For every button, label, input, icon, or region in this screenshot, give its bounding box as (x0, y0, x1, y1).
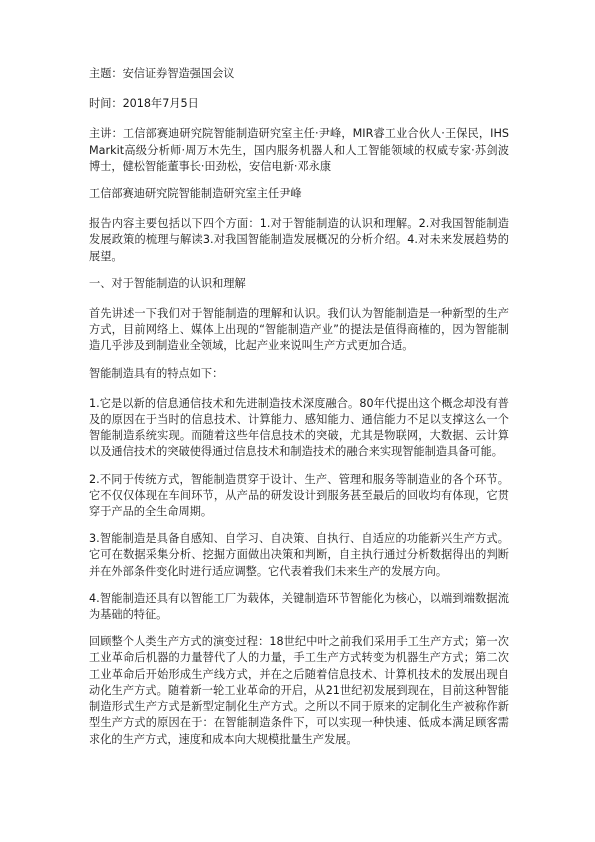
feature-3: 3.智能制造是具备自感知、自学习、自决策、自执行、自适应的功能新兴生产方式。它可在数据采集分析、挖掘方面做出决策和判断，自主执行通过分析数据得出的判断并在外部条件变化时进行适应调整。它代表着我们未来生产的发展方向。 (89, 532, 509, 578)
feature-1: 1.它是以新的信息通信技术和先进制造技术深度融合。80年代提出这个概念却没有普及的原因在于当时的信息技术、计算能力、感知能力、通信能力不足以支撑这么一个智能制造系统实现。而随着这些年信息技术的突破，尤其是物联网，大数据、云计算以及通信技术的突破使得通过信息技术和制造技术的融合来实现智能制造具备可能。 (89, 396, 509, 459)
feature-4: 4.智能制造还具有以智能工厂为载体，关键制造环节智能化为核心，以端到端数据流为基础的特征。 (89, 591, 509, 622)
feature-2: 2.不同于传统方式，智能制造贯穿于设计、生产、管理和服务等制造业的各个环节。它不仅仅体现在车间环节，从产品的研发设计到服务甚至最后的回收均有体现，它贯穿于产品的全生命周期。 (89, 472, 509, 519)
meeting-time: 时间：2018年7月5日 (89, 97, 199, 111)
speaker-title: 工信部赛迪研究院智能制造研究室主任尹峰 (89, 187, 302, 201)
meeting-topic: 主题：安信证券智造强国会议 (89, 67, 235, 80)
speakers-list: 主讲：工信部赛迪研究院智能制造研究室主任·尹峰，MIR睿工业合伙人·王保民，IHSMarkit高级分析师·周万木先生，国内服务机器人和人工智能领域的权威专家·苏剑波博士，健松智能董事长·田劲松，安信电新·邓永康 (89, 127, 509, 173)
report-intro: 报告内容主要包括以下四个方面：1.对于智能制造的认识和理解。2.对我国智能制造发展政策的梳理与解读3.对我国智能制造发展概况的分析介绍。4.对未来发展趋势的展望。 (89, 217, 509, 263)
section-heading: 一、对于智能制造的认识和理解 (89, 276, 246, 290)
paragraph-understanding: 首先讲述一下我们对于智能制造的理解和认识。我们认为智能制造是一种新型的生产方式，目前网络上、媒体上出现的“智能制造产业”的提法是值得商榷的，因为智能制造几乎涉及到制造业全领域，比起产业来说叫生产方式更加合适。 (89, 307, 509, 353)
paragraph-review: 回顾整个人类生产方式的演变过程：18世纪中叶之前我们采用手工生产方式；第一次工业革命后机器的力量替代了人的力量，手工生产方式转变为机器生产方式；第二次工业革命后开始形成生产线方式，并在之后随着信息技术、计算机技术的发展出现自动化生产方式。随着新一轮工业革命的开启，从21世纪初发展到现在，目前这种智能制造形式生产方式是新型定制化生产方式。之所以不同于原来的定制化生产被称作新型生产方式的原因在于：在智能制造条件下，可以实现一种快速、低成本满足顾客需求化的生产方式，速度和成本向大规模批量生产发展。 (89, 635, 509, 746)
features-intro: 智能制造具有的特点如下： (89, 366, 224, 380)
document-page (89, 66, 509, 759)
